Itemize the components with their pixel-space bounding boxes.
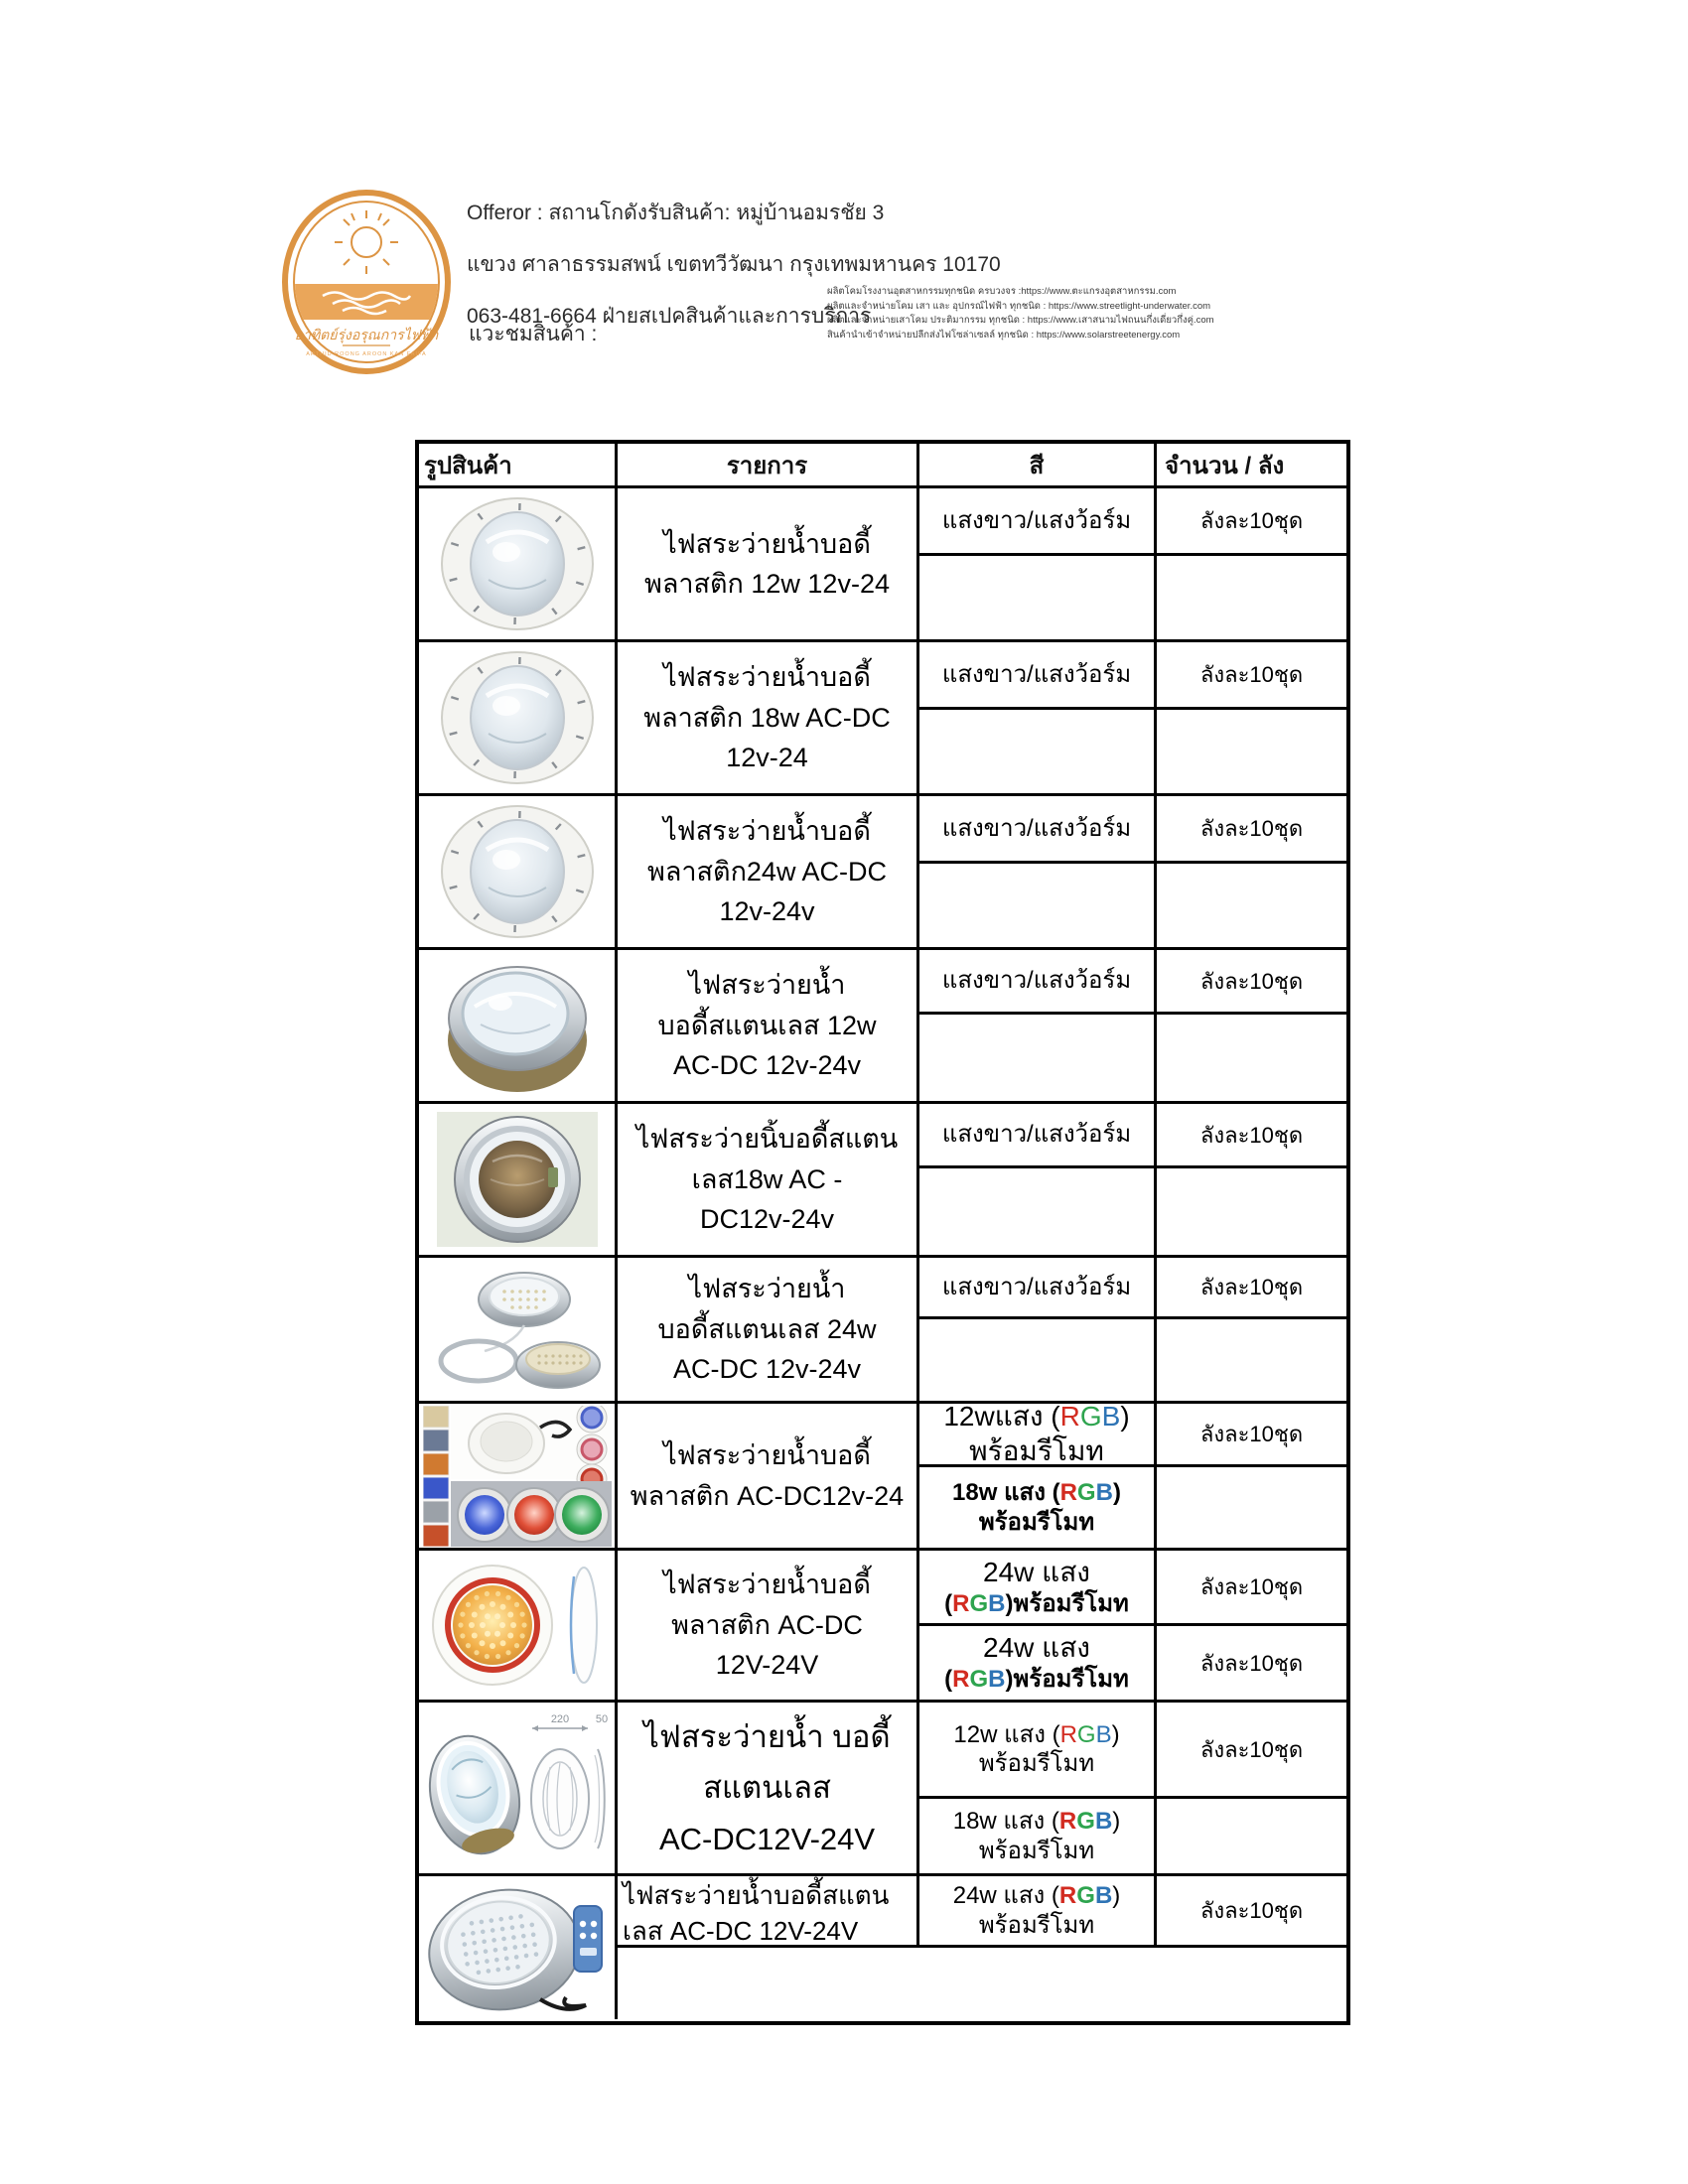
qty-cell	[1157, 950, 1346, 1101]
fine-print-line: ผลิตและจำหน่ายเสาโคม ประติมากรรม ทุกชนิด : https://www.เสาสนามไฟถนนกึ่งเดี่ยวกึ่งคู่.com	[827, 315, 1214, 326]
item-name-cell	[618, 796, 919, 947]
color-spec-line: พร้อมรีโมท	[978, 1837, 1095, 1864]
item-name-line: พลาสติก AC-DC12v-24	[630, 1480, 905, 1511]
color-subcell	[919, 1015, 1154, 1101]
color-spec-line: 12w แสง (RGB)	[953, 1720, 1120, 1748]
qty-subcell	[1157, 1799, 1346, 1873]
color-spec-line: พร้อมรีโมท	[978, 1750, 1095, 1777]
color-cell	[919, 1404, 1157, 1548]
color-subcell	[919, 1168, 1154, 1255]
color-spec-line: 24w แสง	[983, 1556, 1090, 1587]
qty-subcell	[1157, 1104, 1346, 1168]
address-line: แขวง ศาลาธรรมสพน์ เขตทวีวัฒนา กรุงเทพมหานคร 10170	[467, 253, 1001, 276]
column-header-item: รายการ	[618, 444, 919, 485]
table-row	[419, 1876, 1346, 2019]
column-header-color: สี	[919, 444, 1157, 485]
product-image-cell	[419, 1404, 618, 1548]
qty-subcell	[1157, 1015, 1346, 1101]
qty-subcell	[1157, 1404, 1346, 1467]
item-name-line: เลส18w AC -	[691, 1163, 843, 1194]
logo-script-text: อาทิตย์รุ่งอรุณการไฟฟ้า	[294, 327, 439, 342]
item-name-cell	[618, 642, 919, 793]
rgb-letter-b: B	[1094, 1882, 1113, 1910]
color-subcell	[919, 864, 1154, 947]
qty-text: ลังละ10ชุด	[1199, 1898, 1304, 1923]
rgb-letter-b: B	[1095, 1479, 1113, 1507]
item-name-line: ไฟสระว่ายน้ำบอดี้	[663, 528, 871, 559]
fine-print-block	[827, 285, 1214, 342]
qty-text: ลังละ10ชุด	[1199, 816, 1304, 841]
item-name-line: ไฟสระว่ายน้ำ	[688, 1274, 846, 1304]
phone-line: 063-481-6664 ฝ่ายสเปคสินค้าและการบริการ	[467, 305, 872, 328]
dimension-label-width: 220	[550, 1713, 569, 1725]
qty-text: ลังละ10ชุด	[1199, 1122, 1304, 1148]
rgb-letter-b: B	[988, 1666, 1006, 1694]
item-name-line: พลาสติก AC-DC	[671, 1609, 863, 1640]
qty-subcell	[1157, 1467, 1346, 1548]
table-row	[419, 1258, 1346, 1404]
item-name-line: ไฟสระว่ายน้ำบอดี้สแตน	[623, 1880, 890, 1910]
color-spec-line: 24w แสง	[983, 1632, 1090, 1664]
dimension-label-depth: 50	[595, 1713, 608, 1725]
table-row	[419, 642, 1346, 796]
fine-print-line: สินค้านำเข้าจำหน่ายปลีกส่งไฟโซล่าเซลล์ ทุกชนิด : https://www.solarstreetenergy.com	[827, 329, 1181, 341]
qty-cell	[1157, 1876, 1346, 1945]
product-image-stainless-front-light	[427, 1110, 608, 1249]
color-cell	[919, 488, 1157, 639]
qty-cell	[1157, 642, 1346, 793]
rgb-letter-g: G	[1076, 1720, 1096, 1748]
color-spec-line: แสงขาว/แสงว้อร์ม	[941, 814, 1132, 842]
color-cell	[919, 1104, 1157, 1255]
color-subcell	[919, 1319, 1154, 1401]
rgb-letter-r: R	[1059, 1404, 1080, 1433]
item-name-line: 12v-24	[726, 743, 808, 773]
row-top-band	[618, 1876, 1346, 1948]
item-name-line: AC-DC12V-24V	[658, 1821, 876, 1856]
item-name-line: ไฟสระว่ายน้ำ	[688, 970, 846, 1001]
qty-text: ลังละ10ชุด	[1199, 1422, 1304, 1446]
item-name-cell	[618, 1104, 919, 1255]
item-name-line: บอดี้สแตนเลส 24w	[657, 1313, 877, 1344]
color-cell	[919, 1703, 1157, 1873]
qty-text: ลังละ10ชุด	[1199, 1650, 1304, 1676]
color-spec-line: พร้อมรีโมท	[978, 1911, 1095, 1939]
empty-note-cell	[618, 1948, 1346, 2019]
table-row	[419, 1404, 1346, 1551]
item-name-line: ไฟสระว่ายน้ำบอดี้	[663, 1440, 871, 1470]
offeror-line: Offeror : สถานโกดังรับสินค้า: หมู่บ้านอมรชัย 3	[467, 202, 885, 224]
color-subcell	[919, 950, 1154, 1015]
item-name-line: AC-DC 12v-24v	[672, 1354, 862, 1385]
qty-subcell	[1157, 864, 1346, 947]
rgb-letter-g: G	[969, 1666, 989, 1694]
qty-text: ลังละ10ชุด	[1199, 1574, 1304, 1599]
color-cell	[919, 1551, 1157, 1700]
item-name-cell	[618, 488, 919, 639]
logo-band	[287, 284, 446, 320]
product-table	[415, 440, 1350, 2025]
rgb-letter-b: B	[1095, 1720, 1112, 1748]
color-subcell	[919, 1467, 1154, 1548]
color-subcell	[919, 1626, 1154, 1700]
table-row	[419, 488, 1346, 642]
qty-cell	[1157, 1258, 1346, 1401]
qty-subcell	[1157, 1168, 1346, 1255]
color-cell	[919, 1876, 1157, 1945]
qty-cell	[1157, 488, 1346, 639]
qty-subcell	[1157, 488, 1346, 556]
table-row	[419, 950, 1346, 1104]
item-name-line: ไฟสระว่ายน้ำบอดี้	[663, 662, 871, 693]
item-name-line: ไฟสระว่ายน้ำบอดี้	[663, 1570, 871, 1600]
color-spec-line: 18w แสง (RGB)	[952, 1808, 1121, 1836]
table-row	[419, 1551, 1346, 1703]
product-image-cell	[419, 1551, 618, 1700]
qty-text: ลังละ10ชุด	[1199, 508, 1304, 533]
item-name-line: สแตนเลส	[703, 1770, 831, 1806]
color-subcell	[919, 1703, 1154, 1799]
product-image-plastic-pool-light	[427, 494, 608, 633]
qty-subcell	[1157, 796, 1346, 864]
color-subcell	[919, 642, 1154, 710]
product-image-cell	[419, 950, 618, 1101]
color-subcell	[919, 488, 1154, 556]
product-image-cell	[419, 1258, 618, 1401]
color-spec-line: แสงขาว/แสงว้อร์ม	[941, 1273, 1132, 1300]
product-image-cell	[419, 796, 618, 947]
product-image-amber-pool-light	[425, 1555, 610, 1696]
color-subcell	[919, 1104, 1154, 1168]
color-subcell	[919, 710, 1154, 793]
item-name-line: AC-DC 12v-24v	[672, 1050, 862, 1081]
product-image-stainless-light-set	[427, 1260, 608, 1399]
item-name-line: 12V-24V	[715, 1650, 819, 1681]
qty-subcell	[1157, 556, 1346, 639]
product-image-stainless-pool-light	[427, 955, 608, 1096]
color-cell	[919, 950, 1157, 1101]
color-spec-line: แสงขาว/แสงว้อร์ม	[941, 1121, 1132, 1149]
color-subcell	[919, 1799, 1154, 1873]
qty-text: ลังละ10ชุด	[1199, 968, 1304, 994]
rgb-letter-g: G	[1076, 1479, 1096, 1507]
color-subcell	[919, 1551, 1154, 1626]
rgb-letter-g: G	[1076, 1808, 1095, 1836]
rgb-letter-b: B	[1094, 1808, 1113, 1836]
qty-cell	[1157, 1104, 1346, 1255]
item-name-cell	[618, 950, 919, 1101]
visit-line: แวะชมสินค้า :	[469, 323, 598, 345]
rgb-letter-b: B	[988, 1589, 1006, 1617]
item-name-line: เลส AC-DC 12V-24V	[623, 1916, 859, 1945]
color-cell	[919, 1258, 1157, 1401]
qty-subcell	[1157, 710, 1346, 793]
color-cell	[919, 796, 1157, 947]
rgb-letter-r: R	[1059, 1479, 1077, 1507]
qty-cell	[1157, 796, 1346, 947]
product-image-rgb-light-collage	[423, 1406, 612, 1547]
qty-cell	[1157, 1703, 1346, 1873]
product-image-stainless-dimension-drawing	[423, 1707, 612, 1868]
qty-subcell	[1157, 1319, 1346, 1401]
color-spec-line: 12wแสง (RGB)	[943, 1404, 1129, 1434]
item-name-line: 12v-24v	[719, 896, 815, 927]
item-name-line: ไฟสระว่ายน้ำบอดี้	[663, 816, 871, 847]
product-image-stainless-light-with-remote	[423, 1880, 612, 2015]
color-spec-line: 18w แสง (RGB)	[952, 1479, 1121, 1507]
qty-cell	[1157, 1404, 1346, 1548]
product-image-cell	[419, 488, 618, 639]
color-spec-line: แสงขาว/แสงว้อร์ม	[941, 660, 1132, 688]
color-spec-line: พร้อมรีโมท	[969, 1434, 1104, 1466]
table-header-row	[419, 444, 1346, 488]
product-image-cell	[419, 642, 618, 793]
color-subcell	[919, 556, 1154, 639]
column-header-qty: จำนวน / ลัง	[1165, 452, 1285, 479]
item-name-line: พลาสติก24w AC-DC	[647, 856, 887, 887]
color-subcell	[919, 1404, 1154, 1467]
item-name-cell	[618, 1404, 919, 1548]
item-name-cell	[618, 1258, 919, 1401]
item-name-cell	[618, 1551, 919, 1700]
rgb-letter-b: B	[1101, 1404, 1121, 1433]
color-spec-line: (RGB)พร้อมรีโมท	[944, 1589, 1129, 1617]
rgb-letter-r: R	[1059, 1720, 1077, 1748]
rgb-letter-r: R	[952, 1666, 970, 1694]
qty-subcell	[1157, 1551, 1346, 1626]
company-logo	[281, 189, 452, 375]
item-name-cell	[618, 1703, 919, 1873]
color-spec-line: แสงขาว/แสงว้อร์ม	[941, 967, 1132, 995]
product-image-plastic-pool-light	[427, 648, 608, 787]
table-row	[419, 1104, 1346, 1258]
qty-cell	[1157, 1551, 1346, 1700]
item-name-line: บอดี้สแตนเลส 12w	[657, 1010, 877, 1040]
qty-text: ลังละ10ชุด	[1199, 1736, 1304, 1762]
color-spec-line: พร้อมรีโมท	[978, 1508, 1095, 1536]
item-name-line: พลาสติก 18w AC-DC	[643, 702, 891, 733]
product-image-plastic-pool-light	[427, 802, 608, 941]
product-image-cell	[419, 1876, 618, 2019]
column-header-image: รูปสินค้า	[419, 444, 618, 485]
qty-text: ลังละ10ชุด	[1199, 1275, 1304, 1299]
item-name-cell	[618, 1876, 919, 1945]
rgb-letter-g: G	[1076, 1882, 1095, 1910]
item-name-line: ไฟสระว่ายน้ำ บอดี้	[643, 1719, 891, 1755]
rgb-letter-g: G	[969, 1589, 989, 1617]
product-image-cell	[419, 1104, 618, 1255]
qty-text: ลังละ10ชุด	[1199, 662, 1304, 687]
logo-caption-text: ARTHID ROONG AROON KAN FAIFA	[306, 351, 427, 357]
rgb-letter-r: R	[1058, 1808, 1077, 1836]
fine-print-line: ผลิตโคมโรงงานอุตสาหกรรมทุกชนิด ครบวงจร :https://www.ตะแกรงอุตสาหกรรม.com	[827, 286, 1177, 297]
qty-subcell	[1157, 1626, 1346, 1700]
item-name-line: DC12v-24v	[699, 1204, 835, 1235]
rgb-letter-r: R	[1058, 1882, 1077, 1910]
color-subcell	[919, 796, 1154, 864]
item-name-line: พลาสติก 12w 12v-24	[644, 569, 890, 599]
rgb-letter-g: G	[1079, 1404, 1102, 1433]
table-row	[419, 796, 1346, 950]
color-cell	[919, 642, 1157, 793]
qty-subcell	[1157, 642, 1346, 710]
rgb-letter-r: R	[952, 1589, 970, 1617]
logo-outer-ring	[285, 193, 448, 371]
fine-print-line: ผลิตและจำหน่ายโคม เสา และ อุปกรณ์ไฟฟ้า ทุกชนิด : https://www.streetlight-underwater.com	[827, 300, 1211, 312]
qty-subcell	[1157, 1703, 1346, 1799]
item-name-line: ไฟสระว่ายนิ้บอดี้สแตน	[635, 1124, 899, 1155]
table-row	[419, 1703, 1346, 1876]
row-right-wrap	[618, 1876, 1346, 2019]
qty-subcell	[1157, 1258, 1346, 1319]
qty-subcell	[1157, 950, 1346, 1015]
color-subcell	[919, 1258, 1154, 1319]
product-image-cell	[419, 1703, 618, 1873]
table-body	[419, 488, 1346, 2019]
color-spec-line: 24w แสง (RGB)	[952, 1882, 1121, 1910]
color-spec-line: (RGB)พร้อมรีโมท	[944, 1666, 1129, 1694]
color-spec-line: แสงขาว/แสงว้อร์ม	[941, 506, 1132, 534]
